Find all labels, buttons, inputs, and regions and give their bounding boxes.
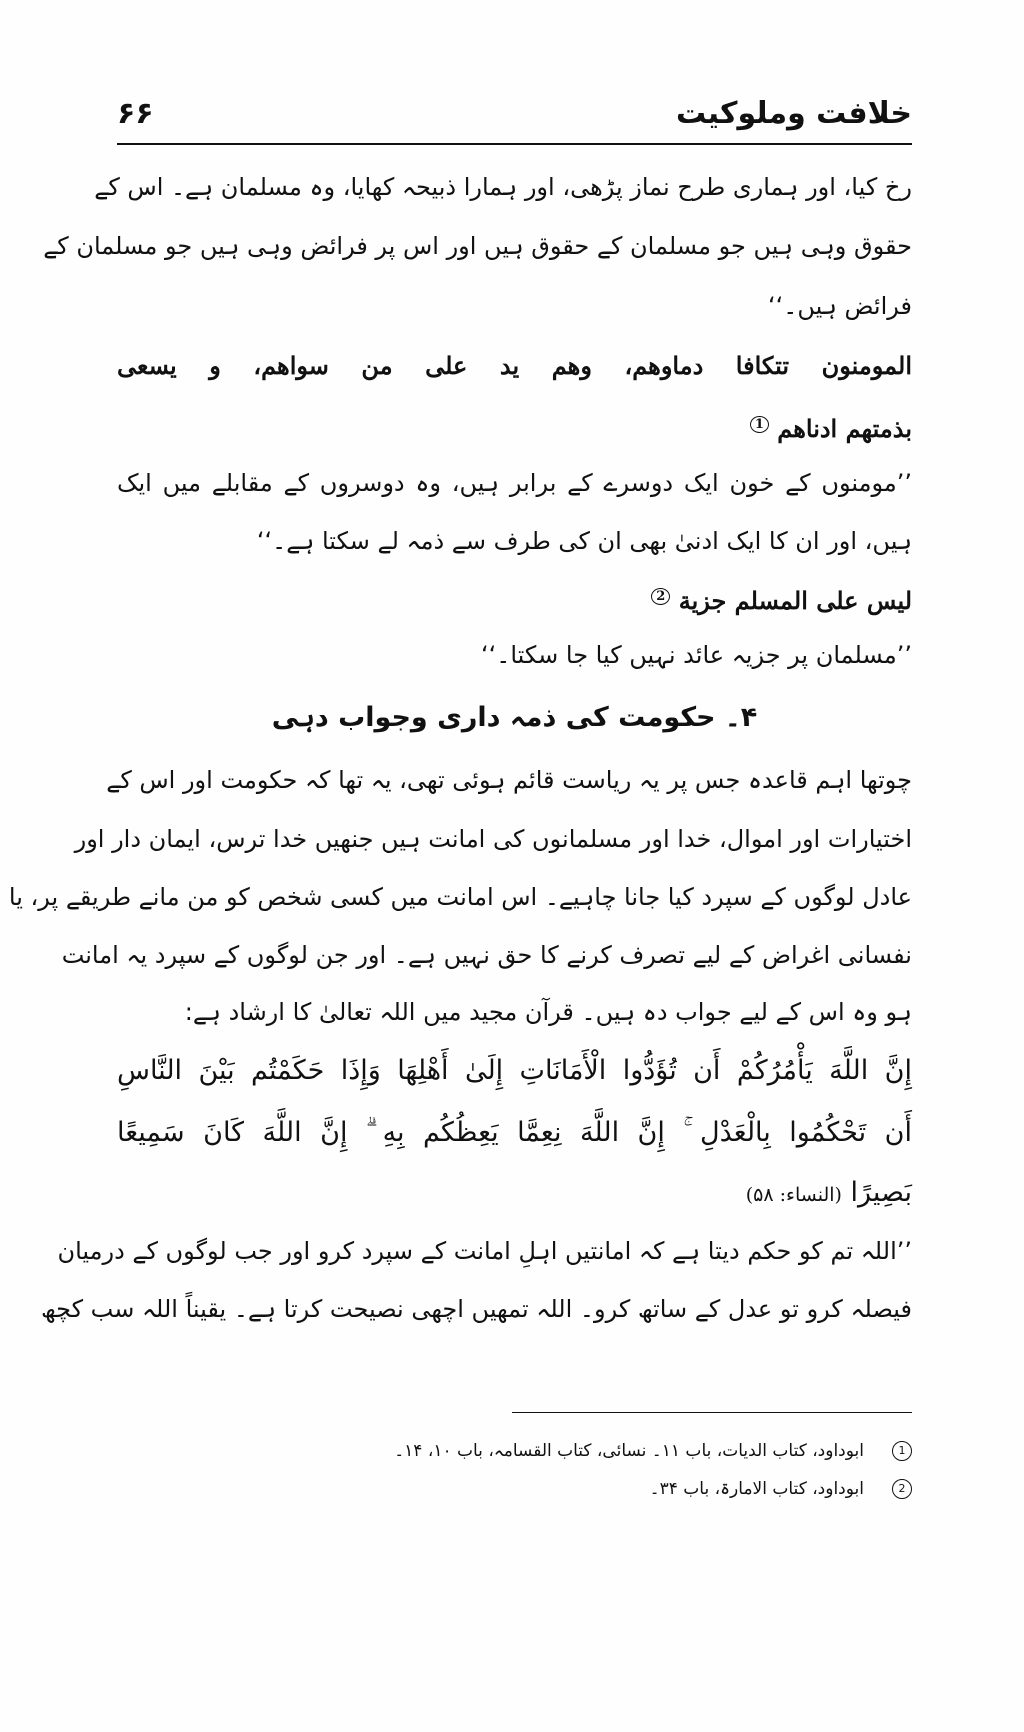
text-line: چوتھا اہم قاعدہ جس پر یہ ریاست قائم ہوئی تھی، یہ تھا کہ حکومت اور اس کے [106, 766, 912, 794]
text-line: ’’مسلمان پر جزیہ عائد نہیں کیا جا سکتا۔‘‘ [481, 641, 912, 669]
body-text [8, 158, 912, 1338]
footnote-text: ابوداود، کتاب الدیات، باب ۱۱۔ نسائی، کتاب القسامہ، باب ۱۰، ۱۴۔ [394, 1441, 864, 1461]
footnote-number: 1 [892, 1441, 912, 1461]
arabic-hadith-line: بذمتهم ادناهم $^1$ [117, 396, 912, 454]
running-title: خلافت وملوکیت [676, 96, 912, 131]
footnotes [300, 1432, 912, 1508]
text-line: ہو وہ اس کے لیے جواب دہ ہیں۔ قرآن مجید میں اللہ تعالیٰ کا ارشاد ہے: [184, 998, 912, 1026]
quran-verse-line: بَصِيرًا (النساء: ۵۸) [745, 1177, 912, 1208]
footnote-divider [512, 1412, 912, 1413]
page-number: ۶۶ [117, 96, 154, 131]
text-line: فیصلہ کرو تو عدل کے ساتھ کرو۔ اللہ تمھیں اچھی نصیحت کرتا ہے۔ یقیناً اللہ سب کچھ [40, 1295, 912, 1323]
section-heading: ۴۔ حکومت کی ذمہ داری وجواب دہی [271, 702, 758, 733]
text-line: ہیں، اور ان کا ایک ادنیٰ بھی ان کی طرف سے ذمہ لے سکتا ہے۔‘‘ [256, 527, 912, 555]
page-header [117, 96, 912, 140]
quran-verse-line: أَن تَحْكُمُوا بِالْعَدْلِ ۚ إِنَّ اللَّهَ نِعِمَّا يَعِظُكُم بِهِ ۗ إِنَّ اللَّهَ كَانَ سَمِيعًا [117, 1117, 912, 1148]
footnote-marker: 2 [651, 588, 670, 605]
text-line: فرائض ہیں۔‘‘ [768, 292, 912, 320]
header-divider [117, 143, 912, 145]
arabic-hadith-line: المومنون تتكافا دماوهم، وهم يد على من سواهم، و يسعى [117, 351, 912, 380]
footnote-text: ابوداود، کتاب الامارۃ، باب ۳۴۔ [649, 1479, 864, 1499]
arabic-hadith-line: ليس على المسلم جزية $^2$ [117, 570, 912, 624]
text-line: ’’مومنوں کے خون ایک دوسرے کے برابر ہیں، وہ دوسروں کے مقابلے میں ایک [117, 469, 912, 497]
footnote [300, 1432, 912, 1470]
quran-reference: (النساء: ۵۸) [745, 1184, 842, 1206]
text-line: رخ کیا، اور ہماری طرح نماز پڑھی، اور ہمارا ذبیحہ کھایا، وہ مسلمان ہے۔ اس کے [94, 173, 912, 201]
text-line: حقوق وہی ہیں جو مسلمان کے حقوق ہیں اور اس پر فرائض وہی ہیں جو مسلمان کے [43, 232, 912, 260]
text-line: ’’اللہ تم کو حکم دیتا ہے کہ امانتیں اہلِ امانت کے سپرد کرو اور جب لوگوں کے درمیان [57, 1237, 912, 1265]
footnote-marker: 1 [750, 416, 769, 433]
text-line: نفسانی اغراض کے لیے تصرف کرنے کا حق نہیں ہے۔ اور جن لوگوں کے سپرد یہ امانت [61, 941, 912, 969]
footnote-number: 2 [892, 1479, 912, 1499]
footnote [300, 1470, 912, 1508]
text-line: اختیارات اور اموال، خدا اور مسلمانوں کی امانت ہیں جنھیں خدا ترس، ایمان دار اور [74, 825, 912, 853]
text-line: عادل لوگوں کے سپرد کیا جانا چاہیے۔ اس امانت میں کسی شخص کو من مانے طریقے پر، یا [8, 883, 912, 911]
quran-verse-line: إِنَّ اللَّهَ يَأْمُرُكُمْ أَن تُؤَدُّوا الْأَمَانَاتِ إِلَىٰ أَهْلِهَا وَإِذَا حَكَمْتُم بَيْنَ النَّاسِ [117, 1055, 912, 1086]
